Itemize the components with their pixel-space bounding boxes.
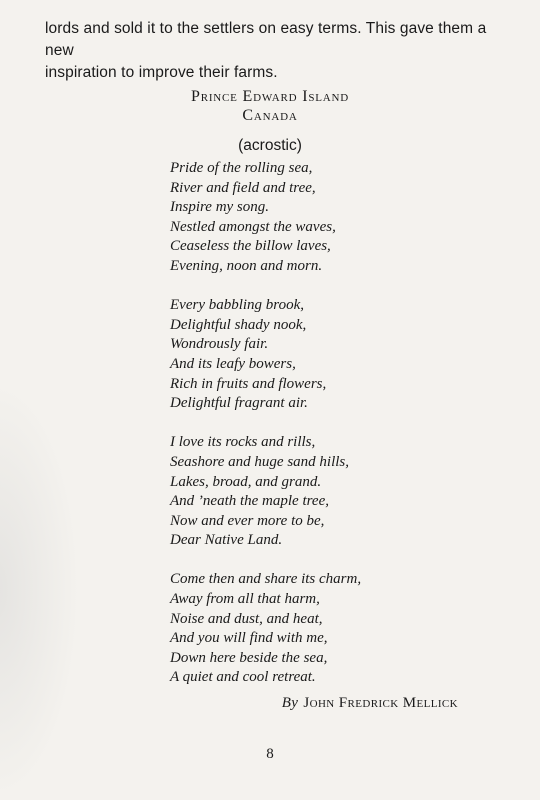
author-byline xyxy=(282,695,458,712)
poem-line: Evening, noon and morn. xyxy=(170,257,323,274)
poem-line: Now and ever more to be, xyxy=(170,512,325,529)
stanza xyxy=(170,296,450,414)
poem-line: Seashore and huge sand hills, xyxy=(170,453,350,470)
stanza xyxy=(170,433,450,551)
poem-line: Lakes, broad, and grand. xyxy=(170,473,322,490)
poem-line: Away from all that harm, xyxy=(170,591,320,608)
author-name: John Fredrick Mellick xyxy=(303,695,458,711)
poem-body xyxy=(170,159,450,708)
byline-prefix: By xyxy=(281,695,299,711)
poem-line: A quiet and cool retreat. xyxy=(170,669,316,686)
page-number: 8 xyxy=(266,746,274,762)
poem-line: Nestled amongst the waves, xyxy=(170,218,336,235)
poem-line: I love its rocks and rills, xyxy=(170,434,316,451)
poem-line: And ’neath the maple tree, xyxy=(170,493,329,510)
poem-line: Rich in fruits and flowers, xyxy=(170,375,327,392)
intro-line: inspiration to improve their farms. xyxy=(45,64,278,81)
poem-line: Inspire my song. xyxy=(170,199,270,216)
poem-line: Pride of the rolling sea, xyxy=(170,160,313,176)
poem-line: Ceaseless the billow laves, xyxy=(170,238,331,255)
poem-line: Wondrously fair. xyxy=(170,336,269,353)
poem-line: Noise and dust, and heat, xyxy=(170,610,323,627)
poem-line: Delightful fragrant air. xyxy=(170,395,308,412)
paper-stain xyxy=(0,380,80,800)
intro-paragraph xyxy=(45,18,515,84)
poem-subtitle: (acrostic) xyxy=(238,137,302,154)
intro-line: lords and sold it to the settlers on easy terms. This gave them a new xyxy=(45,20,487,59)
stanza xyxy=(170,159,450,277)
poem-line: Come then and share its charm, xyxy=(170,571,362,588)
poem-line: River and field and tree, xyxy=(170,179,316,196)
poem-line: Every babbling brook, xyxy=(170,297,304,314)
poem-line: Dear Native Land. xyxy=(170,532,283,549)
poem-title: Prince Edward Island xyxy=(191,88,349,105)
poem-line: And you will find with me, xyxy=(170,630,328,647)
poem-title-country: Canada xyxy=(242,107,298,124)
stanza xyxy=(170,570,450,688)
poem-line: And its leafy bowers, xyxy=(170,355,296,372)
poem-line: Delightful shady nook, xyxy=(170,316,307,333)
poem-line: Down here beside the sea, xyxy=(170,649,328,666)
